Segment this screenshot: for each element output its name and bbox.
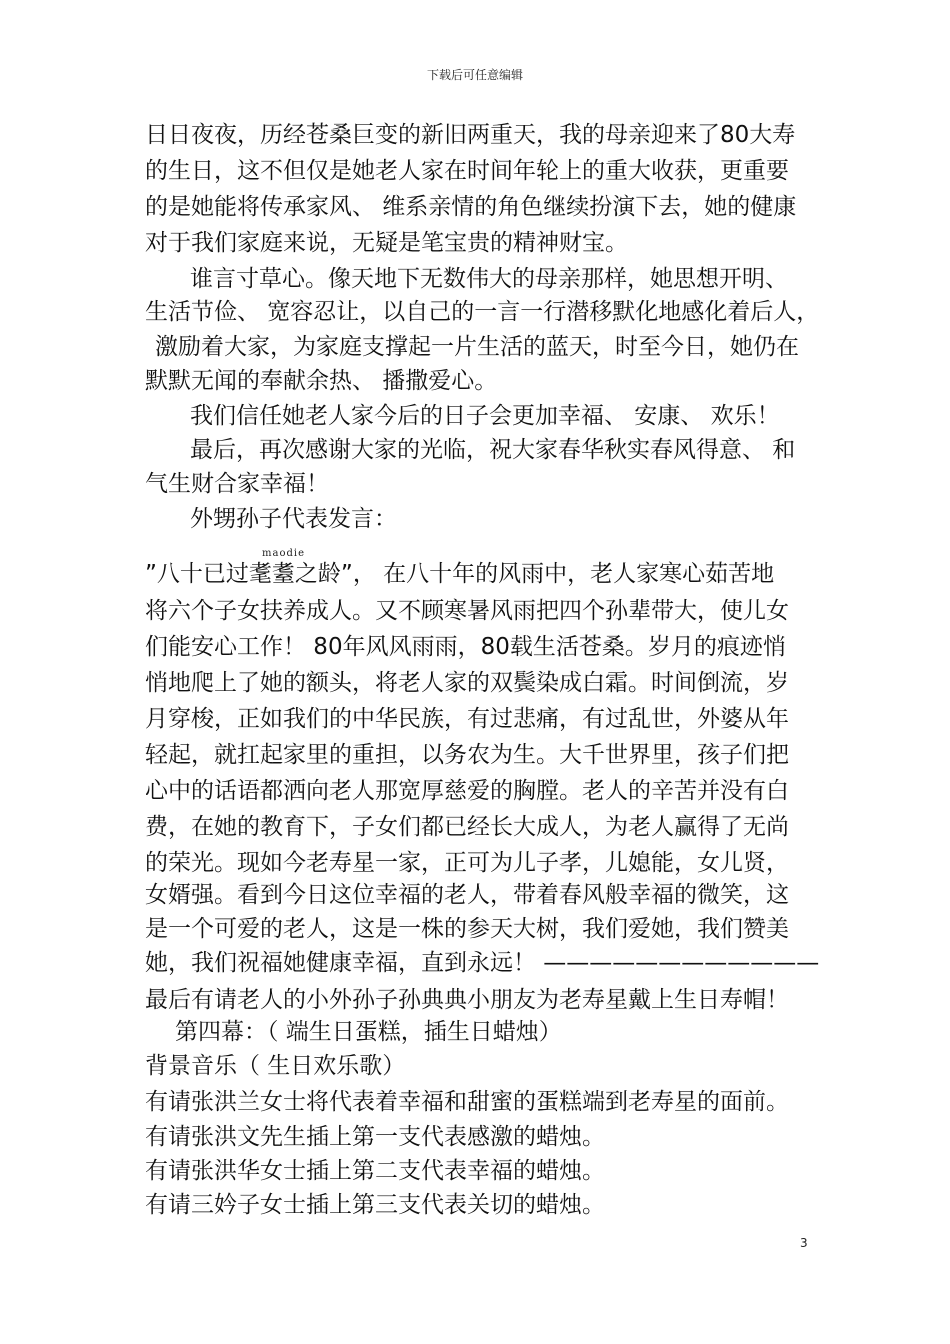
text-line: 女婿强。看到今日这位幸福的老人，带着春风般幸福的微笑，这 [145, 882, 789, 908]
text-line: 第四幕：（ 端生日蛋糕，插生日蜡烛） [175, 1019, 562, 1045]
text-line: 有请张洪文先生插上第一支代表感激的蜡烛。 [145, 1124, 605, 1150]
text-line: 她，我们祝福她健康幸福，直到永远！ ———————————— [145, 950, 820, 976]
text-line: 最后有请老人的小外孙子孙典典小朋友为老寿星戴上生日寿帽！ [145, 987, 789, 1013]
text-line: 轻起，就扛起家里的重担，以务农为生。大千世界里，孩子们把 [145, 742, 789, 768]
text-line: 的是她能将传承家风、 维系亲情的角色继续扮演下去，她的健康 [145, 194, 797, 220]
text-line: 我们信任她老人家今后的日子会更加幸福、 安康、 欢乐！ [190, 403, 780, 429]
text-line: 气生财合家幸福！ [145, 471, 329, 497]
text-line: 月穿梭，正如我们的中华民族，有过悲痛，有过乱世，外婆从年 [145, 706, 789, 732]
text-line: 心中的话语都洒向老人那宽厚慈爱的胸膛。老人的辛苦并没有白 [145, 778, 789, 804]
pinyin-annotation: maodie [262, 548, 305, 559]
text-line: 外甥孙子代表发言： [190, 506, 397, 532]
page-header-note: 下载后可任意编辑 [426, 68, 523, 82]
text-line: 们能安心工作！ 80年风风雨雨，80载生活苍桑。岁月的痕迹悄 [145, 634, 786, 660]
text-line: 悄地爬上了她的额头，将老人家的双鬓染成白霜。时间倒流，岁 [145, 670, 789, 696]
text-line: 有请张洪华女士插上第二支代表幸福的蜡烛。 [145, 1158, 605, 1184]
text-line: 费，在她的教育下，子女们都已经长大成人，为老人赢得了无尚 [145, 814, 789, 840]
text-line: 对于我们家庭来说，无疑是笔宝贵的精神财宝。 [145, 230, 628, 256]
text-line: 有请张洪兰女士将代表着幸福和甜蜜的蛋糕端到老寿星的面前。 [145, 1089, 789, 1115]
text-line: 激励着大家，为家庭支撑起一片生活的蓝天，时至今日，她仍在 [155, 334, 799, 360]
page-number: 3 [800, 1236, 808, 1250]
text-line: 日日夜夜，历经苍桑巨变的新旧两重天，我的母亲迎来了80大寿 [145, 122, 796, 148]
text-line: 最后，再次感谢大家的光临，祝大家春华秋实春风得意、 和 [190, 437, 796, 463]
text-line: 的荣光。现如今老寿星一家，正可为儿子孝，儿媳能，女儿贤， [145, 850, 789, 876]
text-line: 有请三妗子女士插上第三支代表关切的蜡烛。 [145, 1192, 605, 1218]
text-line: 谁言寸草心。像天地下无数伟大的母亲那样，她思想开明、 [190, 266, 788, 292]
text-line: 生活节俭、 宽容忍让，以自己的一言一行潜移默化地感化着后人， [145, 299, 820, 325]
text-line: 背景音乐（ 生日欢乐歌） [145, 1053, 406, 1079]
text-line: 是一个可爱的老人，这是一株的参天大树，我们爱她，我们赞美 [145, 916, 789, 942]
text-line: ”八十已过耄耋之龄”， 在八十年的风雨中，老人家寒心茹苦地 [145, 561, 775, 587]
text-line: 默默无闻的奉献余热、 播撒爱心。 [145, 368, 498, 394]
text-line: 将六个子女扶养成人。又不顾寒暑风雨把四个孙辈带大，使儿女 [145, 598, 789, 624]
text-line: 的生日，这不但仅是她老人家在时间年轮上的重大收获，更重要 [145, 158, 789, 184]
